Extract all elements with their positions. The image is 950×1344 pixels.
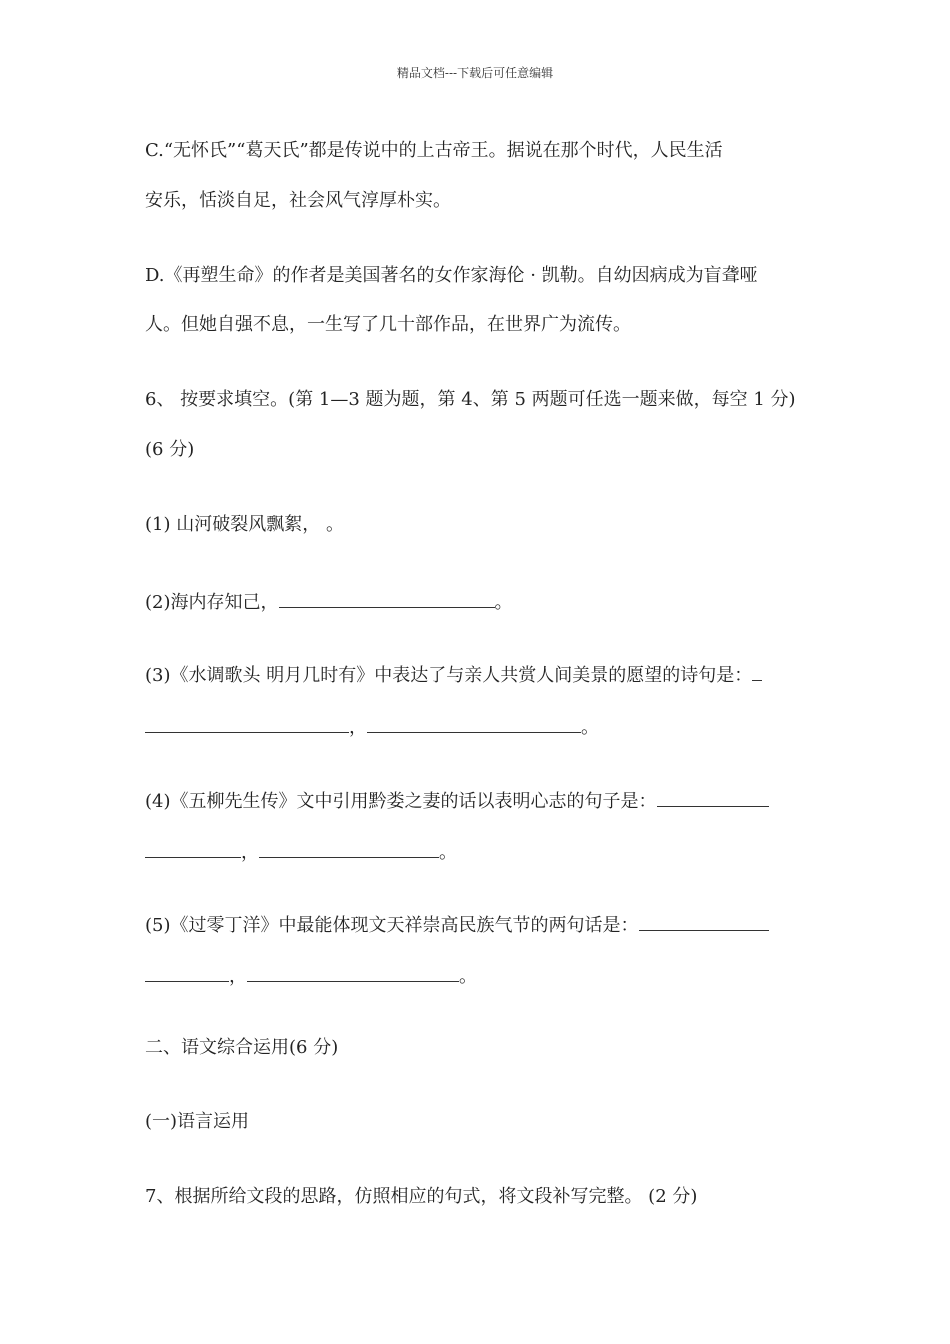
- question-7: 7、根据所给文段的思路，仿照相应的句式，将文段补写完整。 (2 分): [145, 1186, 698, 1207]
- sub-question-2-prompt: (2)海内存知己，: [145, 592, 279, 613]
- answer-blank[interactable]: [247, 963, 459, 982]
- sub-question-5-separator: ，: [229, 966, 247, 987]
- answer-blank[interactable]: [657, 788, 769, 807]
- answer-blank[interactable]: [145, 963, 229, 982]
- sub-question-3-line-2: [145, 714, 599, 740]
- option-c-line-1: C.“无怀氏”“葛天氏”都是传说中的上古帝王。据说在那个时代，人民生活: [145, 140, 723, 161]
- sub-question-5-line-2: [145, 963, 477, 989]
- question-6-line-2: (6 分): [145, 439, 195, 460]
- sub-question-5-end: 。: [459, 966, 477, 987]
- sub-question-4-line-1: [145, 788, 769, 814]
- section-2-heading: 二、语文综合运用(6 分): [145, 1037, 339, 1058]
- sub-question-5-line-1: [145, 912, 769, 938]
- sub-question-4-prompt: (4)《五柳先生传》文中引用黔娄之妻的话以表明心志的句子是：: [145, 791, 657, 812]
- question-6-line-1: 6、 按要求填空。(第 1—3 题为题，第 4、第 5 两题可任选一题来做，每空 1 分): [145, 389, 796, 410]
- option-c-line-2: 安乐，恬淡自足，社会风气淳厚朴实。: [145, 190, 451, 211]
- sub-question-3-prompt: (3)《水调歌头 明月几时有》中表达了与亲人共赏人间美景的愿望的诗句是：: [145, 665, 753, 686]
- option-d-line-2: 人。但她自强不息，一生写了几十部作品，在世界广为流传。: [145, 314, 631, 335]
- sub-question-3-separator: ，: [349, 717, 367, 738]
- sub-question-5-prompt: (5)《过零丁洋》中最能体现文天祥崇高民族气节的两句话是：: [145, 915, 639, 936]
- answer-blank[interactable]: [639, 912, 769, 931]
- answer-blank[interactable]: [259, 839, 439, 858]
- sub-question-1: (1) 山河破裂风飘絮， 。: [145, 514, 344, 535]
- sub-question-4-end: 。: [439, 842, 457, 863]
- answer-blank[interactable]: [145, 714, 349, 733]
- sub-question-3-line-1: [145, 662, 762, 688]
- answer-blank[interactable]: [367, 714, 581, 733]
- answer-blank[interactable]: [279, 589, 495, 608]
- option-d-line-1: D.《再塑生命》的作者是美国著名的女作家海伦 · 凯勒。自幼因病成为盲聋哑: [145, 265, 758, 286]
- sub-question-3-end: 。: [581, 717, 599, 738]
- subsection-1-heading: (一)语言运用: [145, 1111, 250, 1132]
- sub-question-2: [145, 589, 513, 615]
- answer-blank[interactable]: [145, 839, 241, 858]
- answer-blank[interactable]: [752, 662, 762, 681]
- sub-question-4-separator: ，: [241, 842, 259, 863]
- sub-question-2-end: 。: [494, 592, 513, 613]
- sub-question-4-line-2: [145, 839, 457, 865]
- page-header: 精品文档---下载后可任意编辑: [396, 66, 554, 80]
